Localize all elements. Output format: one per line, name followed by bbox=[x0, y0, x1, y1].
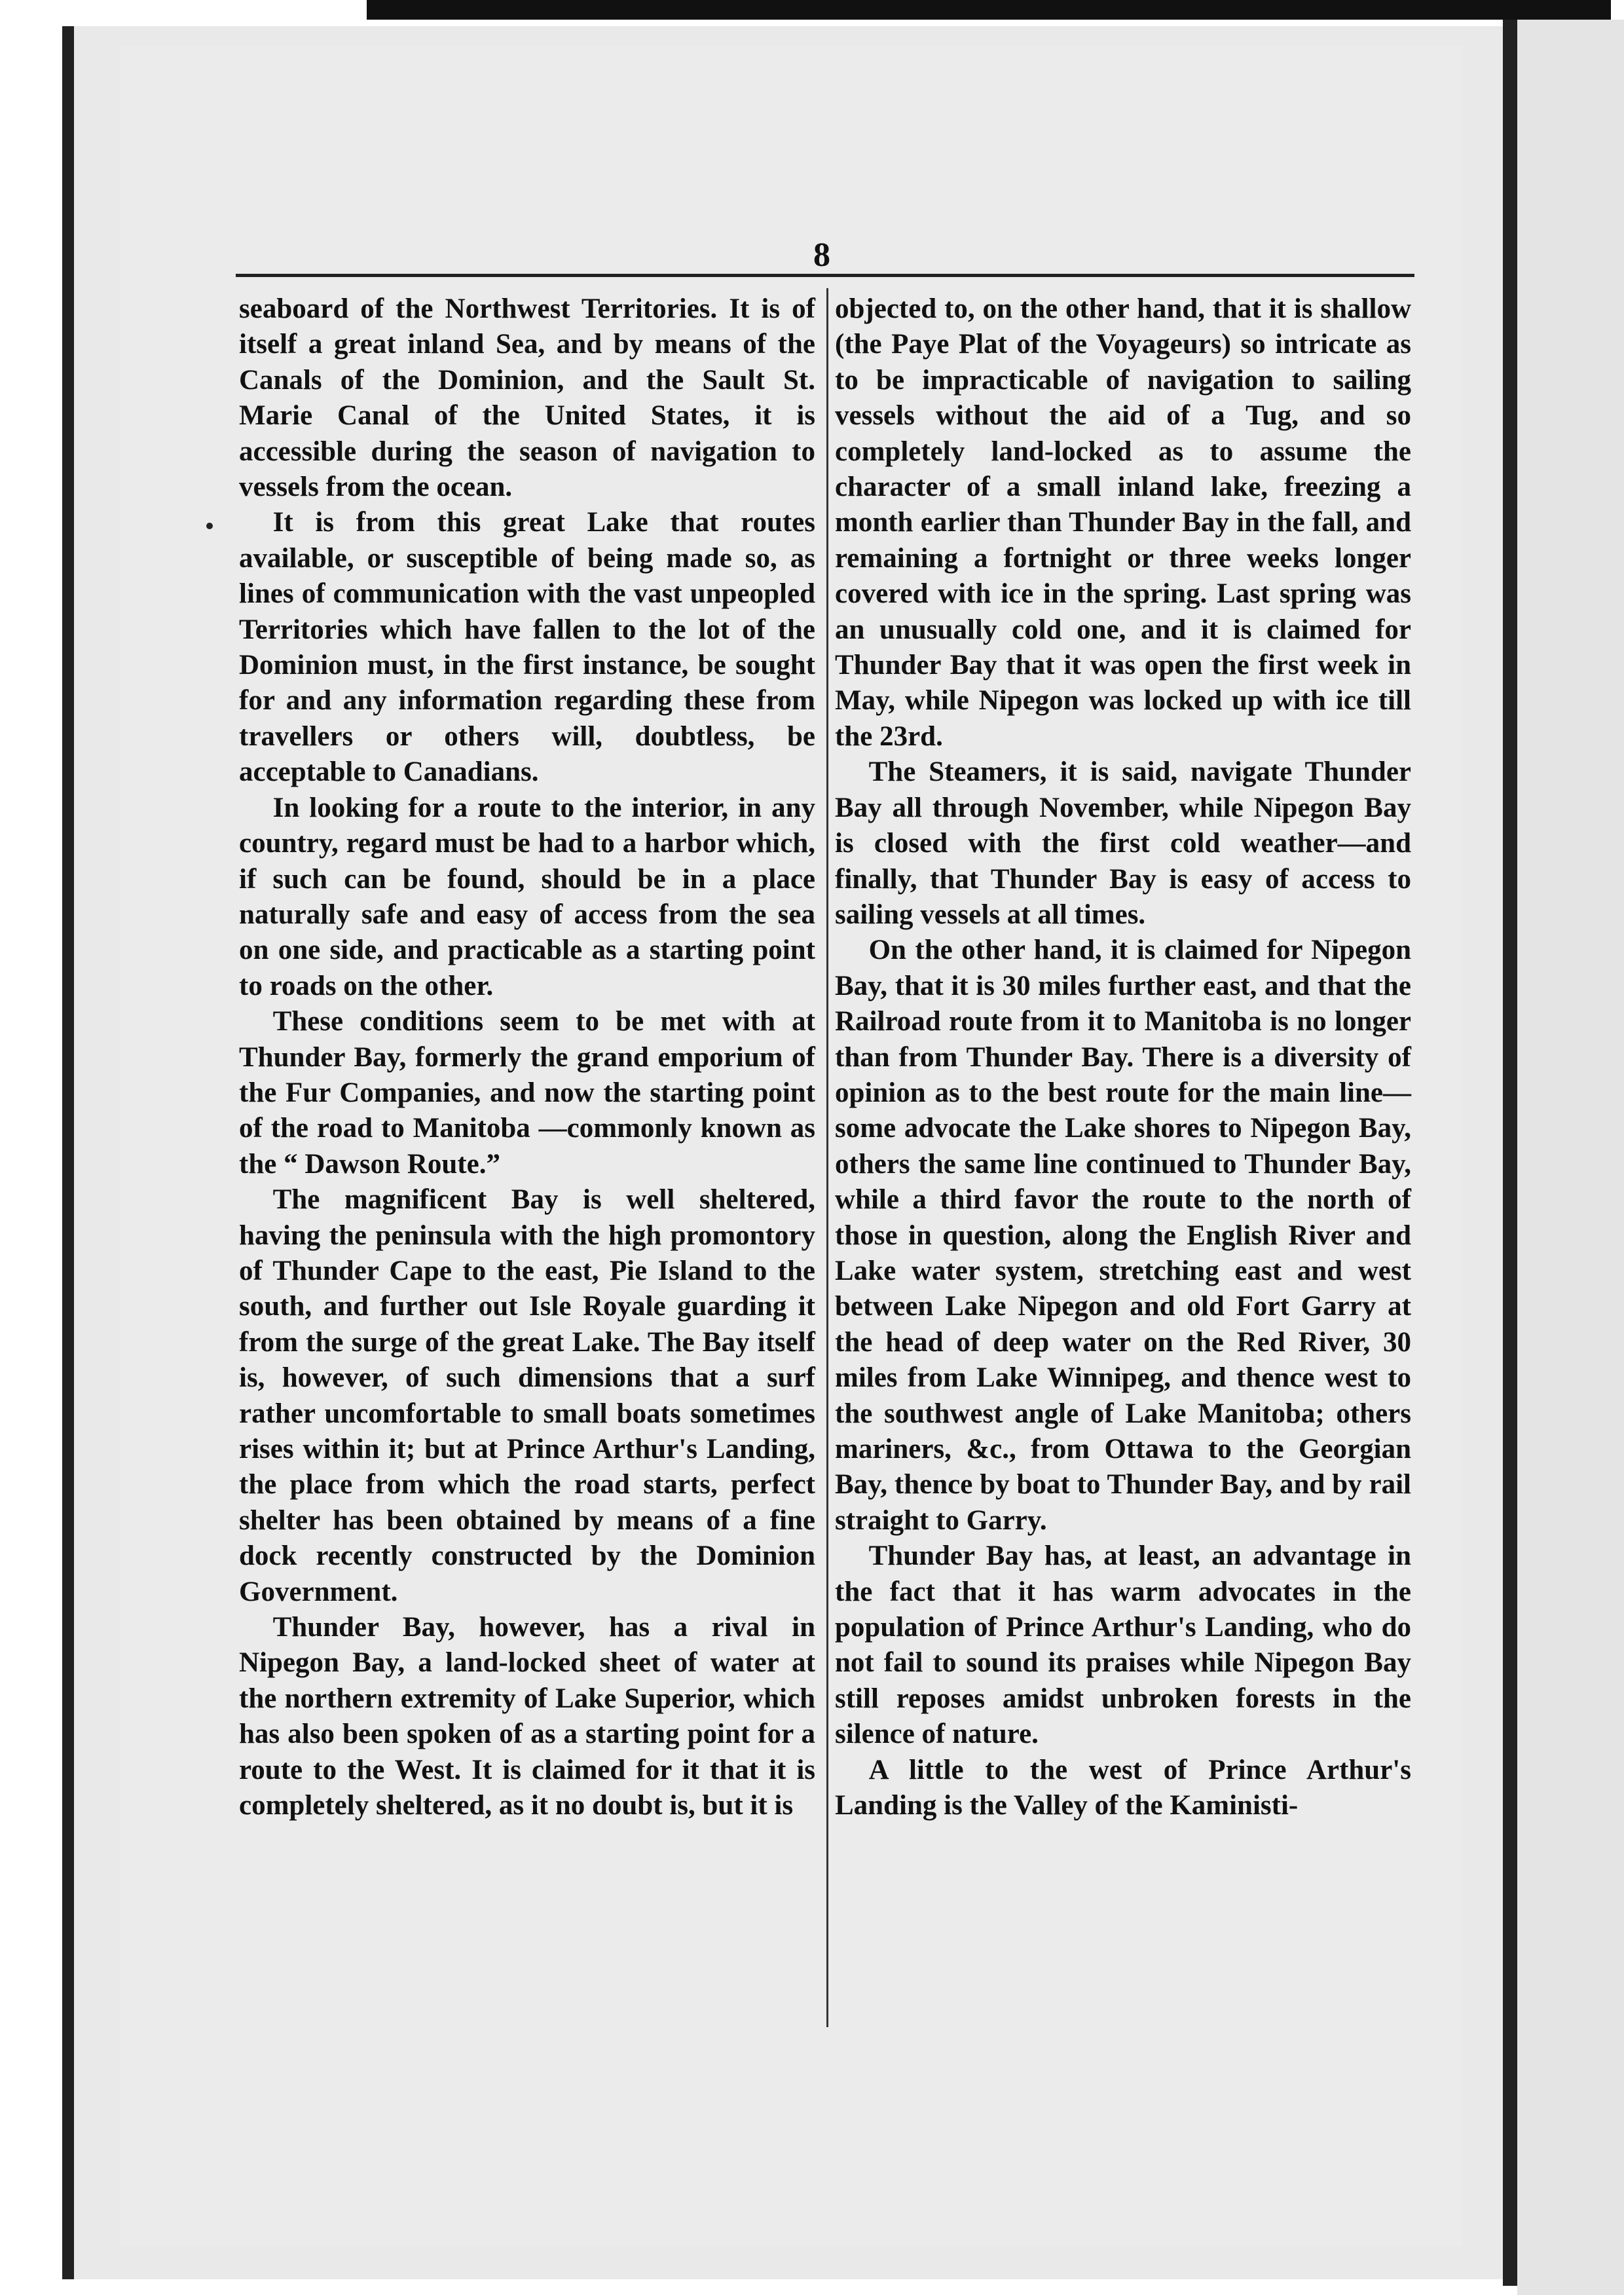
paragraph: These conditions seem to be met with at Thunder Bay, formerly the grand emporium of the Fur Companies, and now the starting point of the road to Manitoba —commonly known as the “ Dawson Route.” bbox=[239, 1006, 815, 1180]
page-left-edge bbox=[62, 26, 74, 2279]
column-divider bbox=[826, 288, 828, 2027]
paragraph: seaboard of the Northwest Territories. It is of itself a great inland Sea, and by means of the Canals of the Dominion, and the Sault St. Marie Canal of the United States, it is accessible during the season of navigation to vessels from the ocean. bbox=[239, 293, 815, 503]
paragraph: It is from this great Lake that routes available, or susceptible of being made so, as lines of communication with the vast unpeopled Territories which have fallen to the lot of the Dominion must, in the first instance, be sought for and any information regarding these from travellers or others will, doubtless, be acceptable to Canadians. bbox=[239, 507, 815, 788]
paragraph: The Steamers, it is said, navigate Thunder Bay all through November, while Nipegon Bay is closed with the first cold weather—and finally, that Thunder Bay is easy of access to sailing vessels at all times. bbox=[835, 756, 1411, 930]
paragraph: The magnificent Bay is well sheltered, having the peninsula with the high promontory of Thunder Cape to the east, Pie Island to the south, and further out Isle Royale guarding it from the surge of the great Lake. The Bay itself is, however, of such dimensions that a surf rather uncomfortable to small boats sometimes rises within it; but at Prince Arthur's Landing, the place from which the road starts, perfect shelter has been obtained by means of a fine dock recently constructed by the Dominion Government. bbox=[239, 1184, 815, 1607]
paragraph: objected to, on the other hand, that it is shallow (the Paye Plat of the Voyageurs) so intricate as to be impracticable of navigation to sailing vessels without the aid of a Tug, and so completely land-locked as to assume the character of a small inland lake, freezing a month earlier than Thunder Bay in the fall, and remaining a fortnight or three weeks longer covered with ice in the spring. Last spring was an unusually cold one, and it is claimed for Thunder Bay that it was open the first week in May, while Nipegon was locked up with ice till the 23rd. bbox=[835, 293, 1411, 752]
scan-top-bar bbox=[367, 0, 1611, 20]
paragraph: Thunder Bay, however, has a rival in Nipegon Bay, a land-locked sheet of water at the northern extremity of Lake Superior, which has also been spoken of as a starting point for a route to the West. It is claimed for it that it is completely sheltered, as it no doubt is, but it is bbox=[239, 1612, 815, 1821]
page-number: 8 bbox=[813, 236, 830, 274]
paragraph: In looking for a route to the interior, in any country, regard must be had to a harbor which, if such can be found, should be in a place naturally safe and easy of access from the sea on one side, and practicable as a starting point to roads on the other. bbox=[239, 792, 815, 1001]
paragraph: Thunder Bay has, at least, an advantage in the fact that it has warm advocates in the population of Prince Arthur's Landing, who do not fail to sound its praises while Nipegon Bay still reposes amidst unbroken forests in the silence of nature. bbox=[835, 1540, 1411, 1750]
paragraph: On the other hand, it is claimed for Nipegon Bay, that it is 30 miles further east, and that the Railroad route from it to Manitoba is no longer than from Thunder Bay. There is a diversity of opinion as to the best route for the main line—some advocate the Lake shores to Nipegon Bay, others the same line continued to Thunder Bay, while a third favor the route to the north of those in question, along the English River and Lake water system, stretching east and west between Lake Nipegon and old Fort Garry at the head of deep water on the Red River, 30 miles from Lake Winnipeg, and thence west to the southwest angle of Lake Manitoba; others mariners, &c., from Ottawa to the Georgian Bay, thence by boat to Thunder Bay, and by rail straight to Garry. bbox=[835, 935, 1411, 1536]
scan-right-margin bbox=[1517, 20, 1624, 2295]
margin-dot bbox=[206, 523, 213, 529]
left-text-column bbox=[239, 291, 815, 1823]
paragraph: A little to the west of Prince Arthur's Landing is the Valley of the Kaministi- bbox=[835, 1754, 1411, 1821]
page-right-edge bbox=[1503, 20, 1517, 2286]
header-rule bbox=[236, 274, 1414, 277]
right-text-column bbox=[835, 291, 1411, 1823]
